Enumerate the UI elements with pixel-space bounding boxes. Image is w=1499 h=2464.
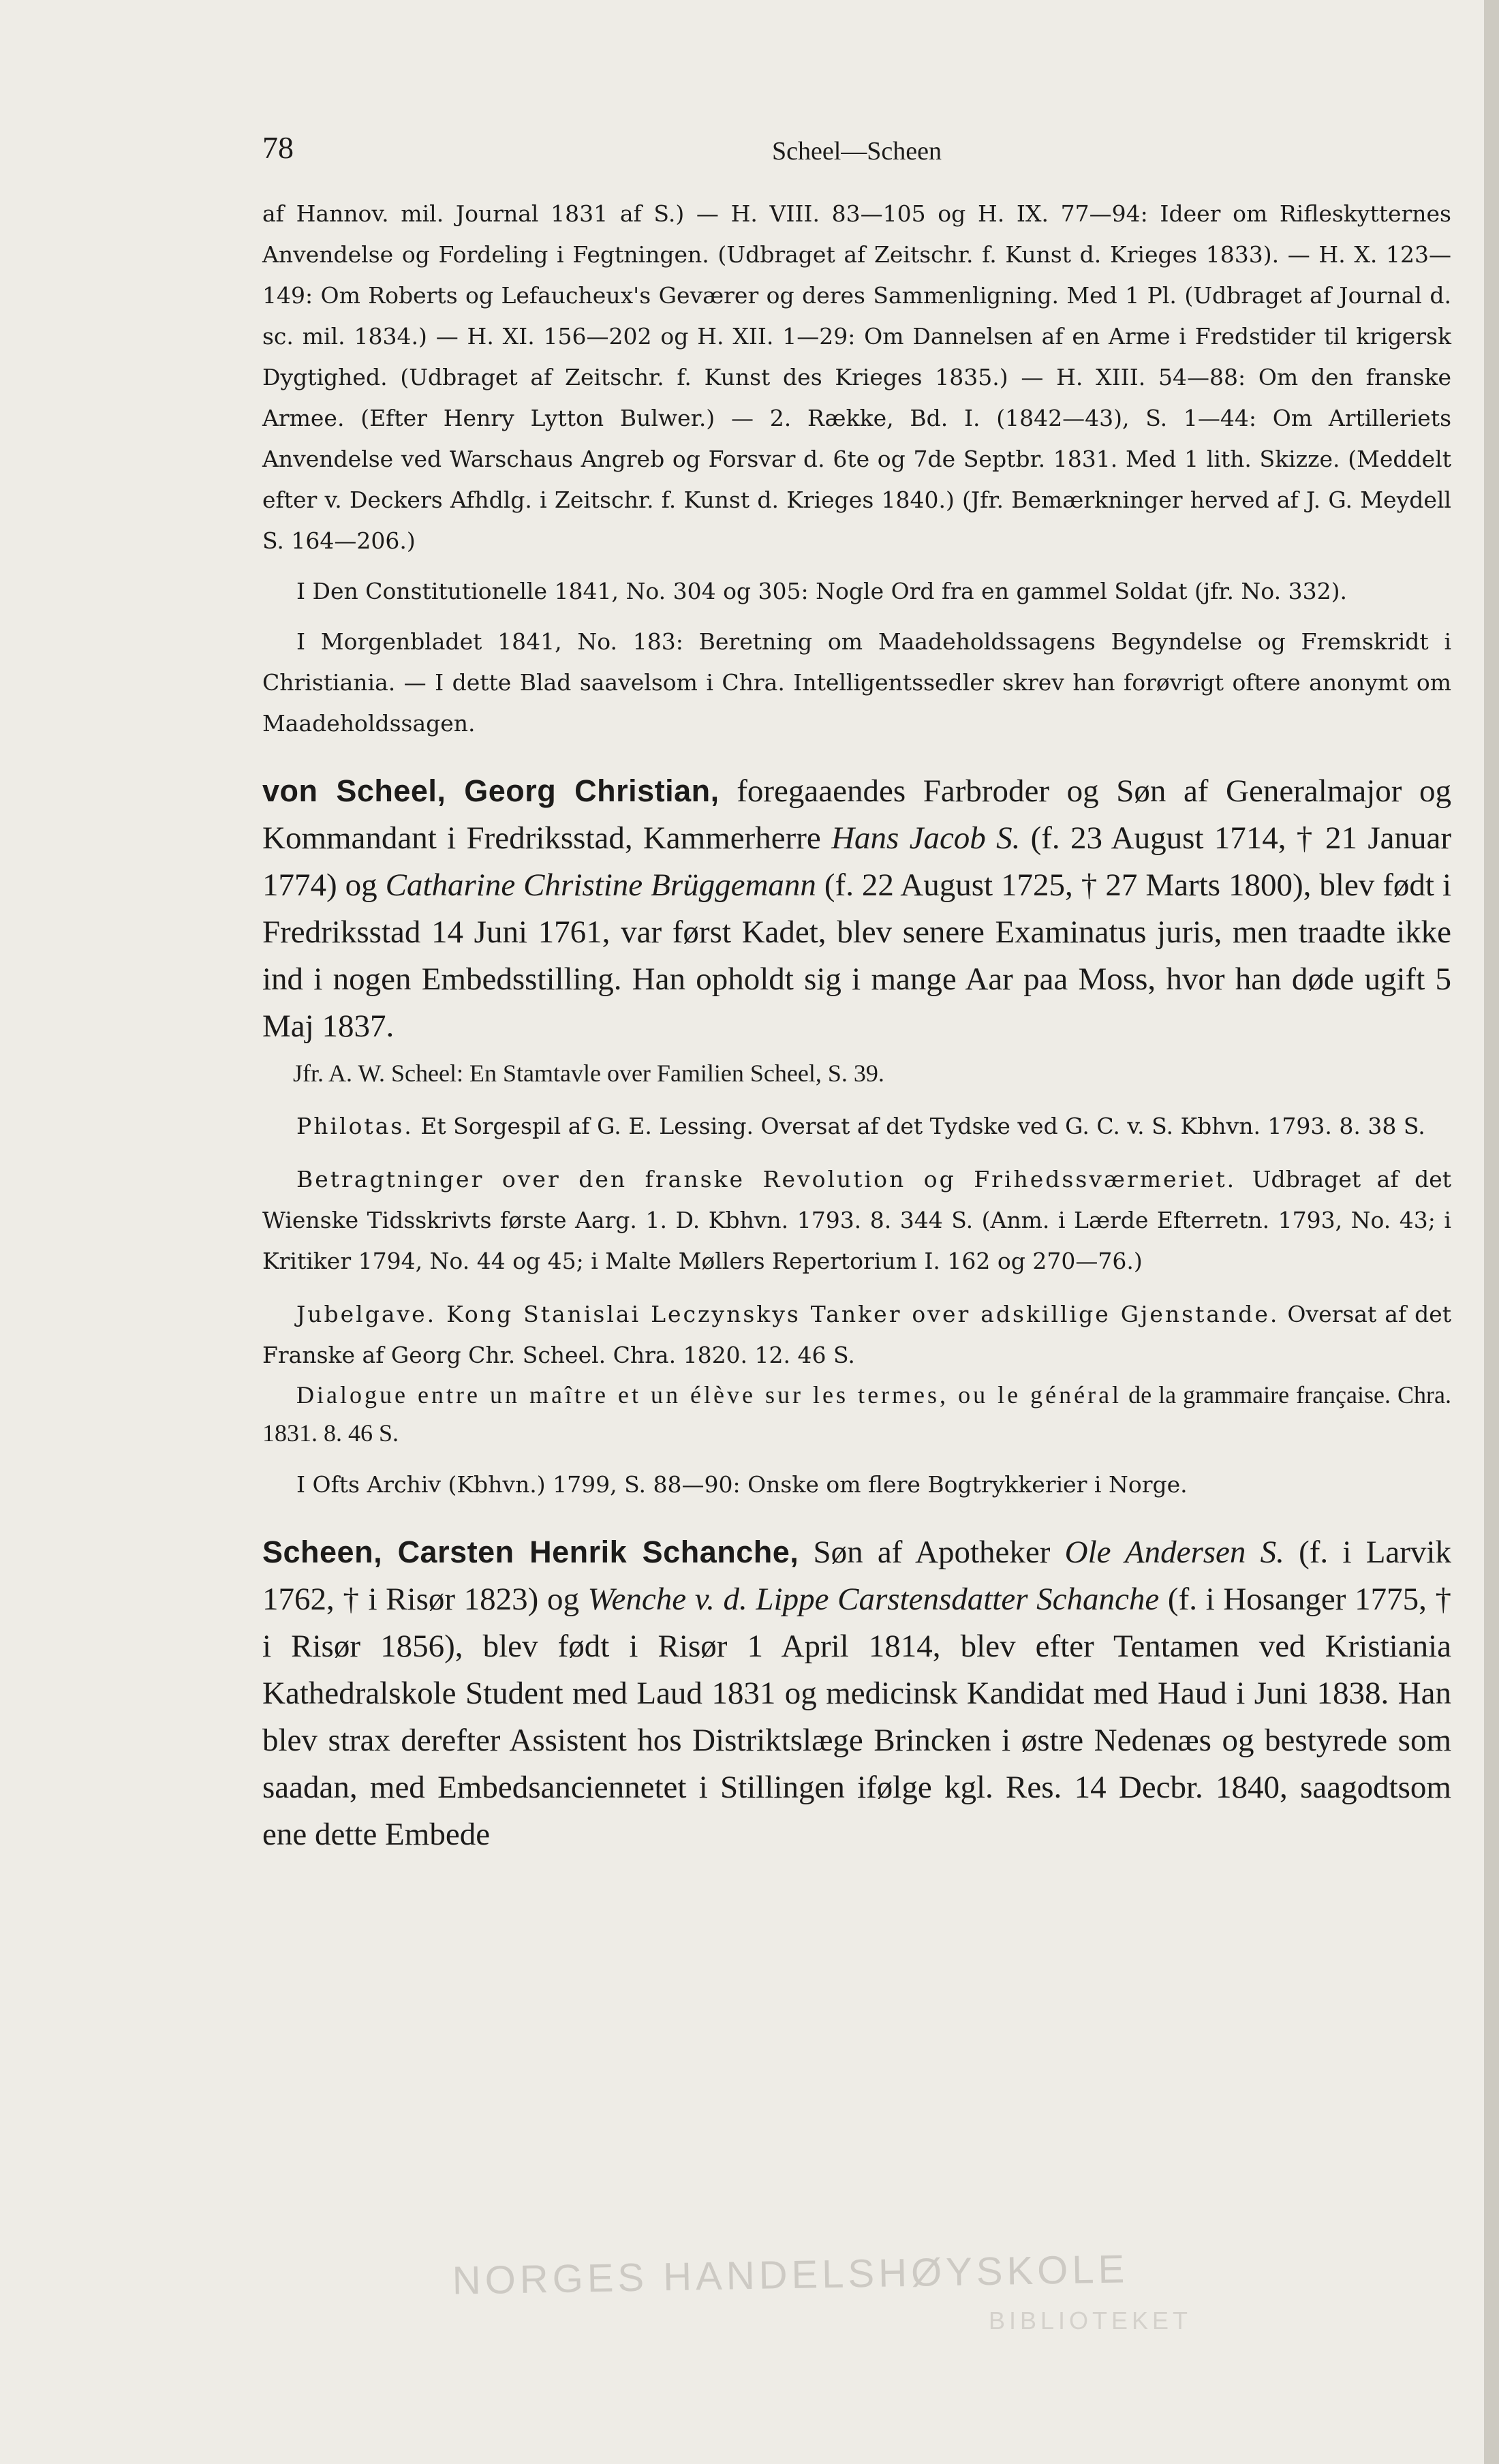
constitutionelle-note: I Den Constitutionelle 1841, No. 304 og 305: Nogle Ord fra en gammel Soldat (jfr. No. 332). <box>296 578 1347 604</box>
entry-carsten-henrik-scheen: Scheen, Carsten Henrik Schanche, Søn af Apotheker Ole Andersen S. (f. i Larvik 1762, † i Risør 1823) og Wenche v. d. Lippe Carstensdatter Schanche (f. i Hosanger 1775, † i Risør 1856), blev født i Risør 1 April 1814, blev efter Tentamen ved Kristiania Kathedralskole Student med Laud 1831 og medicinsk Kandidat med Haud i Juni 1838. Han blev strax derefter Assistent hos Distriktslæge Brincken i østre Nedenæs og bestyrede som saadan, med Embedsanciennetet i Stillingen ifølge kgl. Res. 14 Decbr. 1840, saagodtsom ene dette Embede <box>262 1535 1452 1852</box>
running-header <box>262 129 1451 184</box>
morgenbladet-note: I Morgenbladet 1841, No. 183: Beretning om Maadeholdssagens Begyndelse og Fremskridt i Christiania. — I dette Blad saavelsom i Chra. Intelligentssedler skrev han forøvrigt oftere anonymt om Maadeholdssagen. <box>262 628 1451 737</box>
entry-georg-christian-scheel: von Scheel, Georg Christian, foregaaendes Farbroder og Søn af Generalmajor og Kommandant i Fredriksstad, Kammerherre Hans Jacob S. (f. 23 August 1714, † 21 Januar 1774) og Catharine Christine Brüggemann (f. 22 August 1725, † 27 Marts 1800), blev født i Fredriksstad 14 Juni 1761, var først Kadet, blev senere Examinatus juris, men traadte ikke ind i nogen Embedsstilling. Han opholdt sig i mange Aar paa Moss, hvor han døde ugift 5 Maj 1837. <box>262 773 1452 1044</box>
french-title: Dialogue entre un maître et un élève sur les termes, ou le général de la grammaire française. Chra. 1831. 8. 46 S. <box>262 1381 1452 1447</box>
library-stamp: NORGES HANDELSHØYSKOLE <box>452 2247 1129 2303</box>
entry-name: Scheen, Carsten Henrik Schanche, <box>262 1535 799 1569</box>
work-item: Jubelgave. Kong Stanislai Leczynskys Tanker over adskillige Gjenstande. Oversat af det Franske af Georg Chr. Scheel. Chra. 1820. 12. 46 S. <box>262 1301 1451 1368</box>
page-body <box>262 129 1451 1858</box>
continued-bibliography: af Hannov. mil. Journal 1831 af S.) — H. VIII. 83—105 og H. IX. 77—94: Ideer om Rifleskytternes Anvendelse og Fordeling i Fegtningen. (Udbraget af Zeitschr. f. Kunst d. Krieges 1833). — H. X. 123—149: Om Roberts og Lefaucheux's Geværer og deres Sammenligning. Med 1 Pl. (Udbraget af Journal d. sc. mil. 1834.) — H. XI. 156—202 og H. XII. 1—29: Om Dannelsen af en Arme i Fredstider til krigersk Dygtighed. (Udbraget af Zeitschr. f. Kunst des Krieges 1835.) — H. XIII. 54—88: Om den franske Armee. (Efter Henry Lytton Bulwer.) — 2. Række, Bd. I. (1842—43), S. 1—44: Om Artilleriets Anvendelse ved Warschaus Angreb og Forsvar d. 6te og 7de Septbr. 1831. Med 1 lith. Skizze. (Meddelt efter v. Deckers Afhdlg. i Zeitschr. f. Kunst d. Krieges 1840.) (Jfr. Bemærkninger herved af J. G. Meydell S. 164—206.) <box>262 200 1451 554</box>
work-item: Betragtninger over den franske Revolution og Frihedssværmeriet. Udbraget af det Wienske Tidsskrivts første Aarg. 1. D. Kbhvn. 1793. 8. 344 S. (Anm. i Lærde Efterretn. 1793, No. 43; i Kritiker 1794, No. 44 og 45; i Malte Møllers Repertorium I. 162 og 270—76.) <box>262 1166 1451 1274</box>
entry-name: von Scheel, Georg Christian, <box>262 773 720 808</box>
archive-note: I Ofts Archiv (Kbhvn.) 1799, S. 88—90: Onske om flere Bogtrykkerier i Norge. <box>296 1471 1188 1498</box>
work-item: Philotas. Et Sorgespil af G. E. Lessing. Oversat af det Tydske ved G. C. v. S. Kbhvn. 1793. 8. 38 S. <box>296 1113 1425 1139</box>
running-title: Scheel—Scheen <box>771 137 942 166</box>
page-number: 78 <box>262 130 294 165</box>
entry-reference: Jfr. A. W. Scheel: En Stamtavle over Familien Scheel, S. 39. <box>293 1060 884 1087</box>
library-stamp-sub: BIBLIOTEKET <box>988 2307 1192 2335</box>
